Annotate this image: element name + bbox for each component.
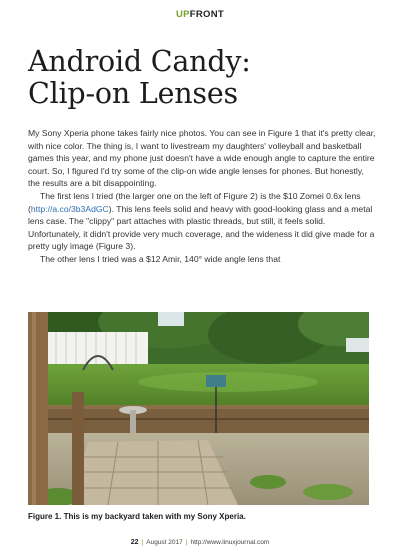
zomei-lens-link[interactable]: http://a.co/3b3AdGC (30, 203, 109, 214)
issue-date: August 2017 (146, 539, 183, 546)
article-title-line-2: Clip-on Lenses (28, 77, 238, 110)
section-header-accent: UP (175, 9, 190, 20)
page-footer (0, 539, 400, 546)
paragraph-2-after-link: ). This lens feels solid and heavy with good-looking glass and a metal lens case. The "clippy" part attaches with plastic threads, but still, it feels solid. Unfortunately, it didn't provide very much coverage, and the wideness it did give made for a pretty ugly image (Figure 3). (28, 203, 375, 252)
backyard-photo (28, 312, 369, 505)
section-header (0, 9, 400, 20)
footer-url-link[interactable]: http://www.linuxjournal.com (190, 539, 270, 546)
article-body (28, 127, 378, 266)
article-title-line-1: Android Candy: (28, 45, 251, 78)
footer-separator-1: | (141, 539, 144, 546)
figure-caption: Figure 1. This is my backyard taken with my Sony Xperia. (28, 512, 246, 521)
section-header-rest: FRONT (189, 9, 225, 20)
paragraph-1: My Sony Xperia phone takes fairly nice photos. You can see in Figure 1 that it's pretty clear, with nice color. The thing is, I want to livestream my daughters' volleyball and basketball games this year, and my phone just doesn't have a wide enough angle to capture the entire court. So, I figured I'd try some of the clip-on wide angle lenses for phones. But honestly, the results are a bit disappointing. (28, 128, 376, 189)
article-title (28, 46, 378, 110)
paragraph-2-before-link: The first lens I tried (the larger one on the left of Figure 2) is the $10 Zomei 0.6x lens ( (28, 190, 361, 214)
paragraph-2 (28, 190, 378, 253)
page-number: 22 (130, 539, 139, 546)
footer-separator-2: | (185, 539, 188, 546)
paragraph-3: The other lens I tried was a $12 Amir, 140° wide angle lens that (40, 253, 281, 264)
